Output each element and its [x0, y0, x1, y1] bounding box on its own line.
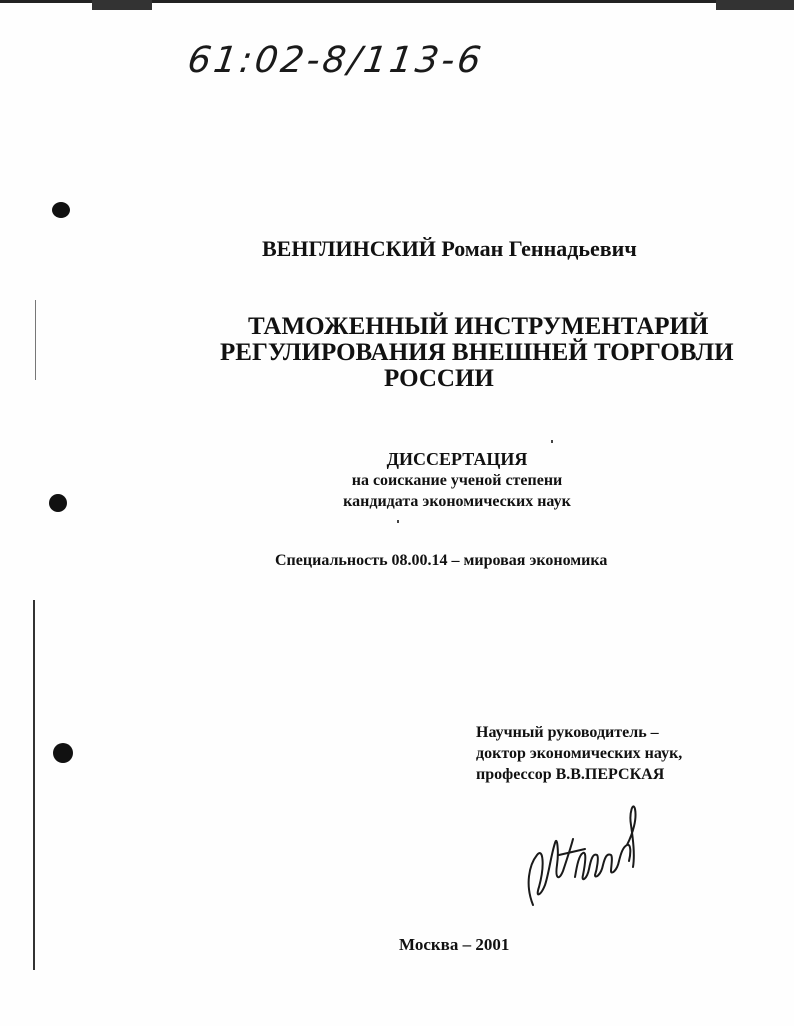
signature-image: [515, 795, 655, 925]
scan-mark: [716, 0, 794, 10]
advisor-line: профессор В.В.ПЕРСКАЯ: [476, 766, 665, 783]
advisor-line: Научный руководитель –: [476, 724, 659, 741]
scan-speck: [397, 520, 399, 523]
title-line: РЕГУЛИРОВАНИЯ ВНЕШНЕЙ ТОРГОВЛИ: [220, 339, 734, 366]
degree-line: кандидата экономических наук: [343, 493, 571, 510]
punch-hole: [53, 743, 73, 763]
degree-line: на соискание ученой степени: [351, 472, 563, 489]
title-line: РОССИИ: [384, 365, 494, 392]
scan-mark: [92, 0, 152, 10]
punch-hole: [49, 494, 67, 512]
specialty: Специальность 08.00.14 – мировая экономика: [275, 552, 608, 569]
advisor-line: доктор экономических наук,: [476, 745, 683, 762]
city-year: Москва – 2001: [399, 935, 510, 954]
punch-hole: [52, 202, 70, 218]
work-type-block: [240, 448, 674, 512]
scientific-advisor: [476, 722, 682, 785]
scan-left-edge: [35, 300, 36, 380]
work-type: ДИССЕРТАЦИЯ: [386, 449, 528, 469]
scan-left-edge: [33, 600, 35, 970]
archive-code: 61:02-8/113-6: [185, 40, 487, 81]
title-line: ТАМОЖЕННЫЙ ИНСТРУМЕНТАРИЙ: [248, 313, 709, 340]
author-name: ВЕНГЛИНСКИЙ Роман Геннадьевич: [262, 236, 637, 261]
dissertation-title: [220, 313, 734, 392]
scan-speck: [551, 440, 553, 443]
